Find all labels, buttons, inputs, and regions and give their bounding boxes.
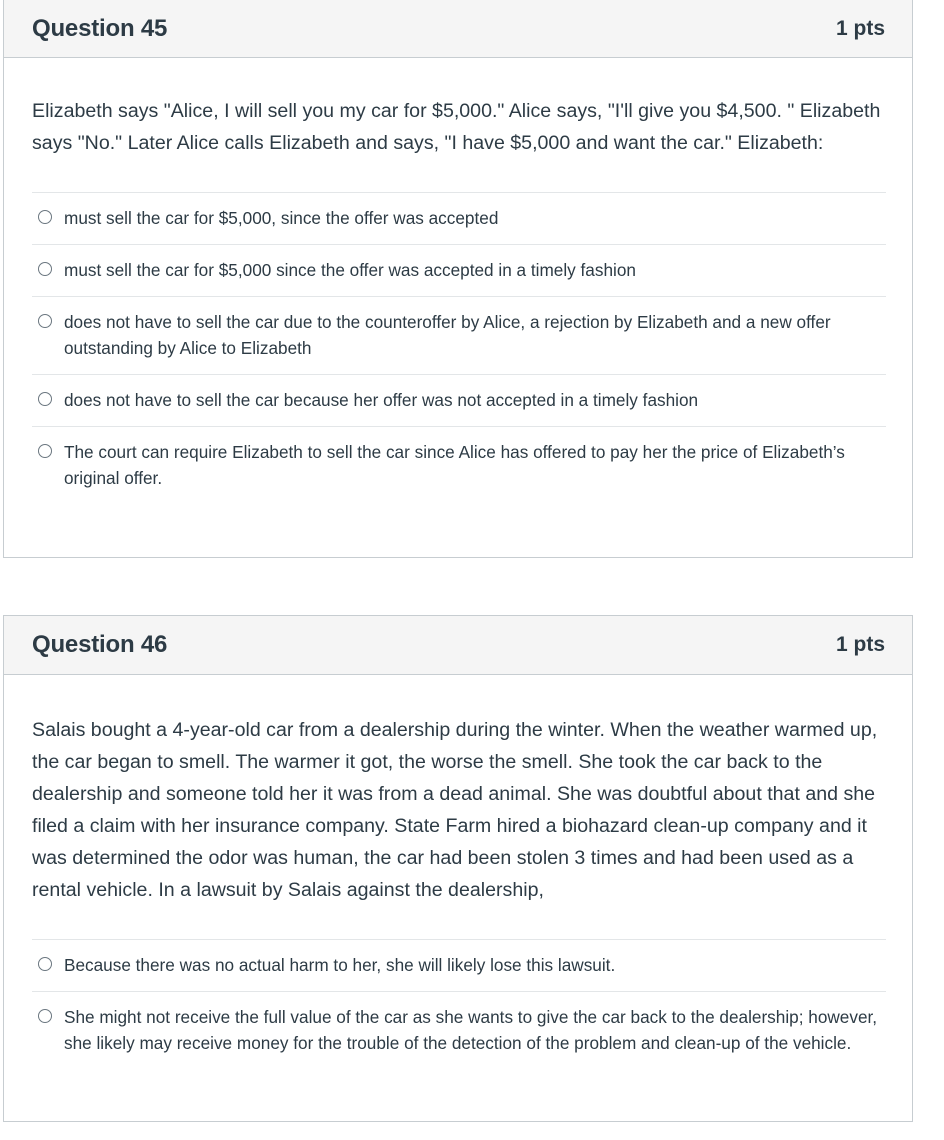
- answer-label[interactable]: She might not receive the full value of the car as she wants to give the car back to the dealership; however, she likely may receive money for the trouble of the detection of the problem and clean-up of the vehicle.: [64, 1007, 878, 1053]
- radio-button[interactable]: [38, 210, 52, 224]
- answer-list: [32, 192, 886, 504]
- question-header: [4, 616, 912, 675]
- radio-button[interactable]: [38, 314, 52, 328]
- answer-option-b[interactable]: [32, 245, 886, 297]
- radio-button[interactable]: [38, 262, 52, 276]
- radio-button[interactable]: [38, 1009, 52, 1023]
- question-text: Salais bought a 4-year-old car from a dealership during the winter. When the weather warmed up, the car began to smell. The warmer it got, the worse the smell. She took the car back to the dealership and someone told her it was from a dead animal. She was doubtful about that and she filed a claim with her insurance company. State Farm hired a biohazard clean-up company and it was determined the odor was human, the car had been stolen 3 times and had been used as a rental vehicle. In a lawsuit by Salais against the dealership,: [32, 719, 878, 901]
- radio-button[interactable]: [38, 392, 52, 406]
- question-title: Question 45: [32, 15, 168, 42]
- answer-label[interactable]: does not have to sell the car because her offer was not accepted in a timely fashion: [64, 390, 699, 410]
- question-body: [4, 58, 912, 504]
- radio-button[interactable]: [38, 444, 52, 458]
- question-text: Elizabeth says "Alice, I will sell you my car for $5,000." Alice says, "I'll give you $4,500. " Elizabeth says "No." Later Alice calls Elizabeth and says, "I have $5,000 and want the car." Elizabeth:: [32, 100, 881, 154]
- answer-label[interactable]: must sell the car for $5,000, since the offer was accepted: [64, 208, 499, 228]
- answer-option-d[interactable]: [32, 375, 886, 427]
- answer-label[interactable]: The court can require Elizabeth to sell the car since Alice has offered to pay her the price of Elizabeth’s original offer.: [64, 442, 845, 488]
- question-body: [4, 675, 912, 1069]
- answer-label[interactable]: does not have to sell the car due to the counteroffer by Alice, a rejection by Elizabeth and a new offer outstanding by Alice to Elizabeth: [64, 312, 831, 358]
- question-46: [3, 615, 913, 1122]
- question-header: [4, 0, 912, 58]
- answer-option-b[interactable]: [32, 992, 886, 1069]
- question-points: 1 pts: [835, 17, 885, 40]
- answer-option-e[interactable]: [32, 427, 886, 504]
- answer-option-a[interactable]: [32, 193, 886, 245]
- answer-list: [32, 939, 886, 1069]
- radio-button[interactable]: [38, 957, 52, 971]
- question-title: Question 46: [32, 631, 168, 658]
- answer-label[interactable]: Because there was no actual harm to her, she will likely lose this lawsuit.: [64, 955, 616, 975]
- answer-option-a[interactable]: [32, 940, 886, 992]
- question-points: 1 pts: [835, 633, 885, 656]
- question-45: [3, 0, 913, 558]
- answer-option-c[interactable]: [32, 297, 886, 375]
- answer-label[interactable]: must sell the car for $5,000 since the offer was accepted in a timely fashion: [64, 260, 636, 280]
